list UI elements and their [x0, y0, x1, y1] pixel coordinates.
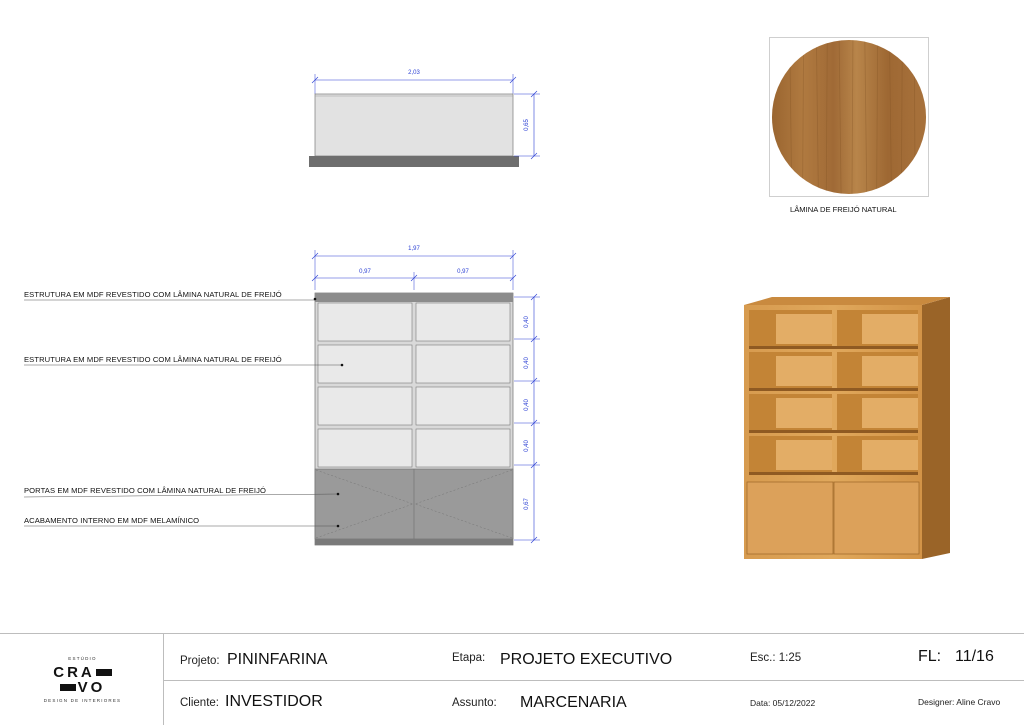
escala-value: Esc.: 1:25: [750, 652, 802, 664]
logo-line1: CRA: [53, 664, 95, 681]
etapa-value: PROJETO EXECUTIVO: [500, 651, 673, 668]
annotation-interior-finish: ACABAMENTO INTERNO EM MDF MELAMÍNICO: [24, 516, 200, 525]
top-view-drawing: [300, 60, 560, 180]
annotation-structure-shelves: ESTRUTURA EM MDF REVESTIDO COM LÂMINA NATURAL DE FREIJÓ: [24, 355, 282, 364]
cabinet-3d-render: [740, 292, 960, 562]
projeto-value: PININFARINA: [227, 651, 328, 668]
annotation-doors: PORTAS EM MDF REVESTIDO COM LÂMINA NATURAL DE FREIJÓ: [24, 486, 267, 495]
top-width-dim: 2,03: [408, 70, 420, 76]
module-width-dim-left: 0,97: [359, 269, 371, 275]
etapa-label: Etapa:: [452, 652, 486, 664]
shelf-height-dim-3: 0,40: [524, 399, 530, 411]
annotation-structure-top: ESTRUTURA EM MDF REVESTIDO COM LÂMINA NATURAL DE FREIJÓ: [24, 290, 282, 299]
front-total-width-dim: 1,97: [408, 246, 420, 252]
logo-top-text: ESTÚDIO: [68, 656, 97, 661]
shelf-height-dim-2: 0,40: [524, 357, 530, 369]
material-sample-frame: [769, 37, 929, 197]
title-block: [0, 633, 1024, 725]
shelf-height-dim-1: 0,40: [524, 316, 530, 328]
assunto-label: Assunto:: [452, 697, 497, 709]
folha-label: FL:: [918, 648, 942, 665]
logo-line2: VO: [77, 679, 106, 696]
front-view-drawing: [0, 240, 560, 550]
module-width-dim-right: 0,97: [457, 269, 469, 275]
designer-value: Designer: Aline Cravo: [918, 697, 1001, 707]
cliente-label: Cliente:: [180, 697, 219, 709]
door-height-dim: 0,67: [524, 498, 530, 510]
folha-value: 11/16: [955, 648, 994, 665]
freijo-wood-swatch: [770, 38, 928, 196]
material-caption: LÂMINA DE FREIJÓ NATURAL: [790, 205, 897, 214]
logo-bottom-text: DESIGN DE INTERIORES: [43, 698, 122, 703]
data-value: Data: 05/12/2022: [750, 698, 816, 708]
projeto-label: Projeto:: [180, 655, 220, 667]
assunto-value: MARCENARIA: [520, 694, 627, 711]
studio-logo: [30, 640, 135, 720]
top-depth-dim: 0,65: [524, 119, 530, 131]
cliente-value: INVESTIDOR: [225, 693, 323, 710]
shelf-height-dim-4: 0,40: [524, 440, 530, 452]
